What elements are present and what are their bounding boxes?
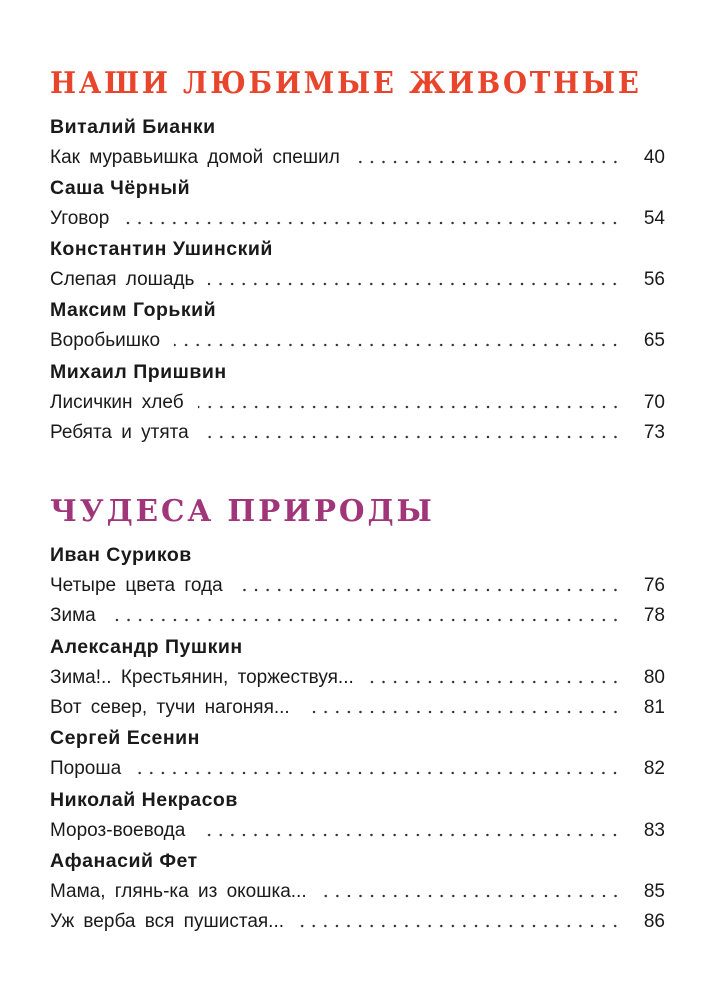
page-number: 76: [643, 574, 665, 596]
entry-title: Зима: [50, 605, 96, 627]
entry-title: Как муравьишка домой спешил: [50, 146, 340, 168]
toc-entry: [50, 907, 665, 938]
page-number: 86: [643, 911, 665, 933]
toc-entry: [50, 143, 665, 174]
toc-entry: [50, 693, 665, 724]
entry-title: Пороша: [50, 758, 122, 780]
toc-entry: [50, 815, 665, 846]
author-name: Николай Некрасов: [50, 788, 238, 811]
toc-section: [50, 490, 665, 938]
toc-section: [50, 62, 665, 449]
section-heading: ЧУДЕСА ПРИРОДЫ: [50, 494, 435, 529]
section-heading: НАШИ ЛЮБИМЫЕ ЖИВОТНЫЕ: [50, 66, 642, 101]
entry-title: Уговор: [50, 208, 110, 230]
toc-entry: [50, 418, 665, 449]
entry-title: Мороз-воевода: [50, 819, 186, 841]
page-number: 83: [643, 819, 665, 841]
dot-leader: [208, 282, 621, 286]
toc-entry: [50, 877, 665, 908]
page-number: 82: [643, 758, 665, 780]
page-number: 78: [643, 605, 665, 627]
page-number: 56: [643, 269, 665, 291]
toc-entry: [50, 326, 665, 357]
page-number: 65: [643, 330, 665, 352]
toc-entry: [50, 265, 665, 296]
toc-list: [50, 112, 665, 449]
entry-title: Мама, глянь-ка из окошка...: [50, 880, 307, 902]
dot-leader: [354, 160, 621, 164]
author-name: Саша Чёрный: [50, 176, 191, 199]
page-number: 73: [643, 422, 665, 444]
page-number: 85: [643, 880, 665, 902]
dot-leader: [198, 405, 621, 409]
entry-title: Воробьишко: [50, 330, 161, 352]
entry-title: Лисичкин хлеб: [50, 391, 184, 413]
dot-leader: [199, 833, 621, 837]
toc-entry: [50, 601, 665, 632]
toc-entry: [50, 387, 665, 418]
toc-entry: [50, 662, 665, 693]
toc-entry: [50, 204, 665, 235]
author-name: Сергей Есенин: [50, 727, 200, 750]
author-name: Михаил Пришвин: [50, 360, 227, 383]
page-number: 54: [643, 208, 665, 230]
page-number: 81: [643, 697, 665, 719]
entry-title: Вот север, тучи нагоняя...: [50, 697, 290, 719]
author-name: Максим Горький: [50, 299, 217, 322]
toc-entry: [50, 571, 665, 602]
entry-title: Четыре цвета года: [50, 574, 223, 596]
dot-leader: [123, 221, 621, 225]
entry-title: Зима!.. Крестьянин, торжествуя...: [50, 666, 354, 688]
dot-leader: [174, 343, 621, 347]
entry-title: Ребята и утята: [50, 422, 189, 444]
dot-leader: [304, 710, 621, 714]
dot-leader: [110, 618, 621, 622]
entry-title: Уж верба вся пушистая...: [50, 911, 285, 933]
entry-title: Слепая лошадь: [50, 269, 195, 291]
page-number: 70: [643, 391, 665, 413]
page-number: 80: [643, 666, 665, 688]
dot-leader: [298, 924, 621, 928]
dot-leader: [321, 894, 621, 898]
author-name: Виталий Бианки: [50, 115, 216, 138]
dot-leader: [368, 680, 621, 684]
author-name: Александр Пушкин: [50, 635, 243, 658]
author-name: Иван Суриков: [50, 543, 192, 566]
page-number: 40: [643, 146, 665, 168]
author-name: Афанасий Фет: [50, 849, 198, 872]
dot-leader: [237, 588, 621, 592]
toc-entry: [50, 754, 665, 785]
toc-list: [50, 540, 665, 938]
author-name: Константин Ушинский: [50, 238, 273, 261]
dot-leader: [135, 771, 621, 775]
dot-leader: [203, 435, 621, 439]
